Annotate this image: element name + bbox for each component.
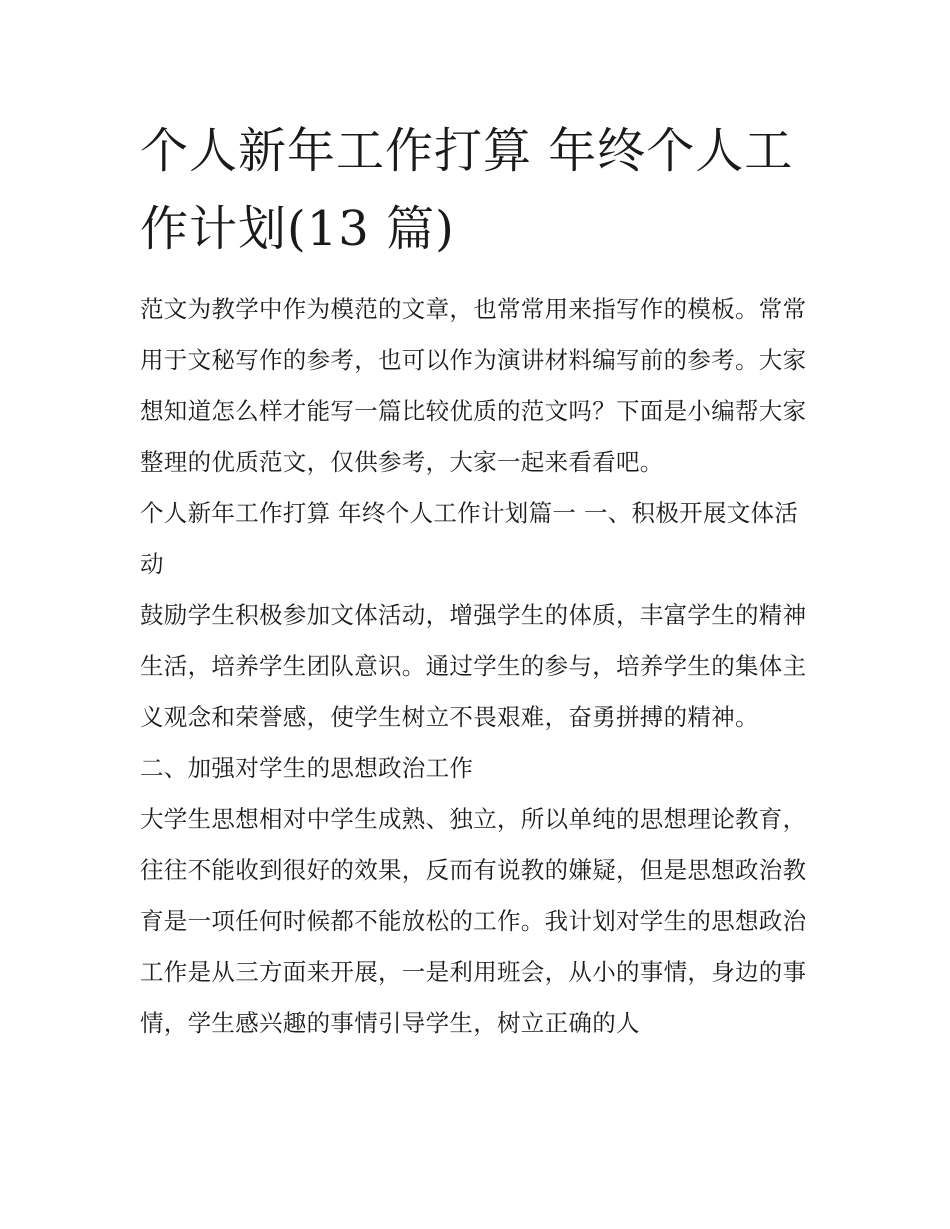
intro-paragraph: 范文为教学中作为模范的文章，也常常用来指写作的模板。常常用于文秘写作的参考，也可以作为演讲材料编写前的参考。大家想知道怎么样才能写一篇比较优质的范文吗？下面是小编帮大家整理的优质范文，仅供参考，大家一起来看看吧。 [140,295,807,476]
body-paragraph-2: 大学生思想相对中学生成熟、独立，所以单纯的思想理论教育，往往不能收到很好的效果，反而有说教的嫌疑，但是思想政治教育是一项任何时候都不能放松的工作。我计划对学生的思想政治工作是从三方面来开展，一是利用班会，从小的事情，身边的事情，学生感兴趣的事情引导学生，树立正确的人 [140,805,807,1037]
body-paragraph-1: 鼓励学生积极参加文体活动，增强学生的体质，丰富学生的精神生活，培养学生团队意识。通过学生的参与，培养学生的集体主义观念和荣誉感，使学生树立不畏艰难，奋勇拼搏的精神。 [140,601,807,731]
section-heading-2: 二、加强对学生的思想政治工作 [140,754,474,782]
document-page [140,112,812,1049]
document-title: 个人新年工作打算 年终个人工作计划(13 篇) [140,123,794,257]
section-heading-1: 个人新年工作打算 年终个人工作计划篇一 一、积极开展文体活动 [140,499,799,578]
